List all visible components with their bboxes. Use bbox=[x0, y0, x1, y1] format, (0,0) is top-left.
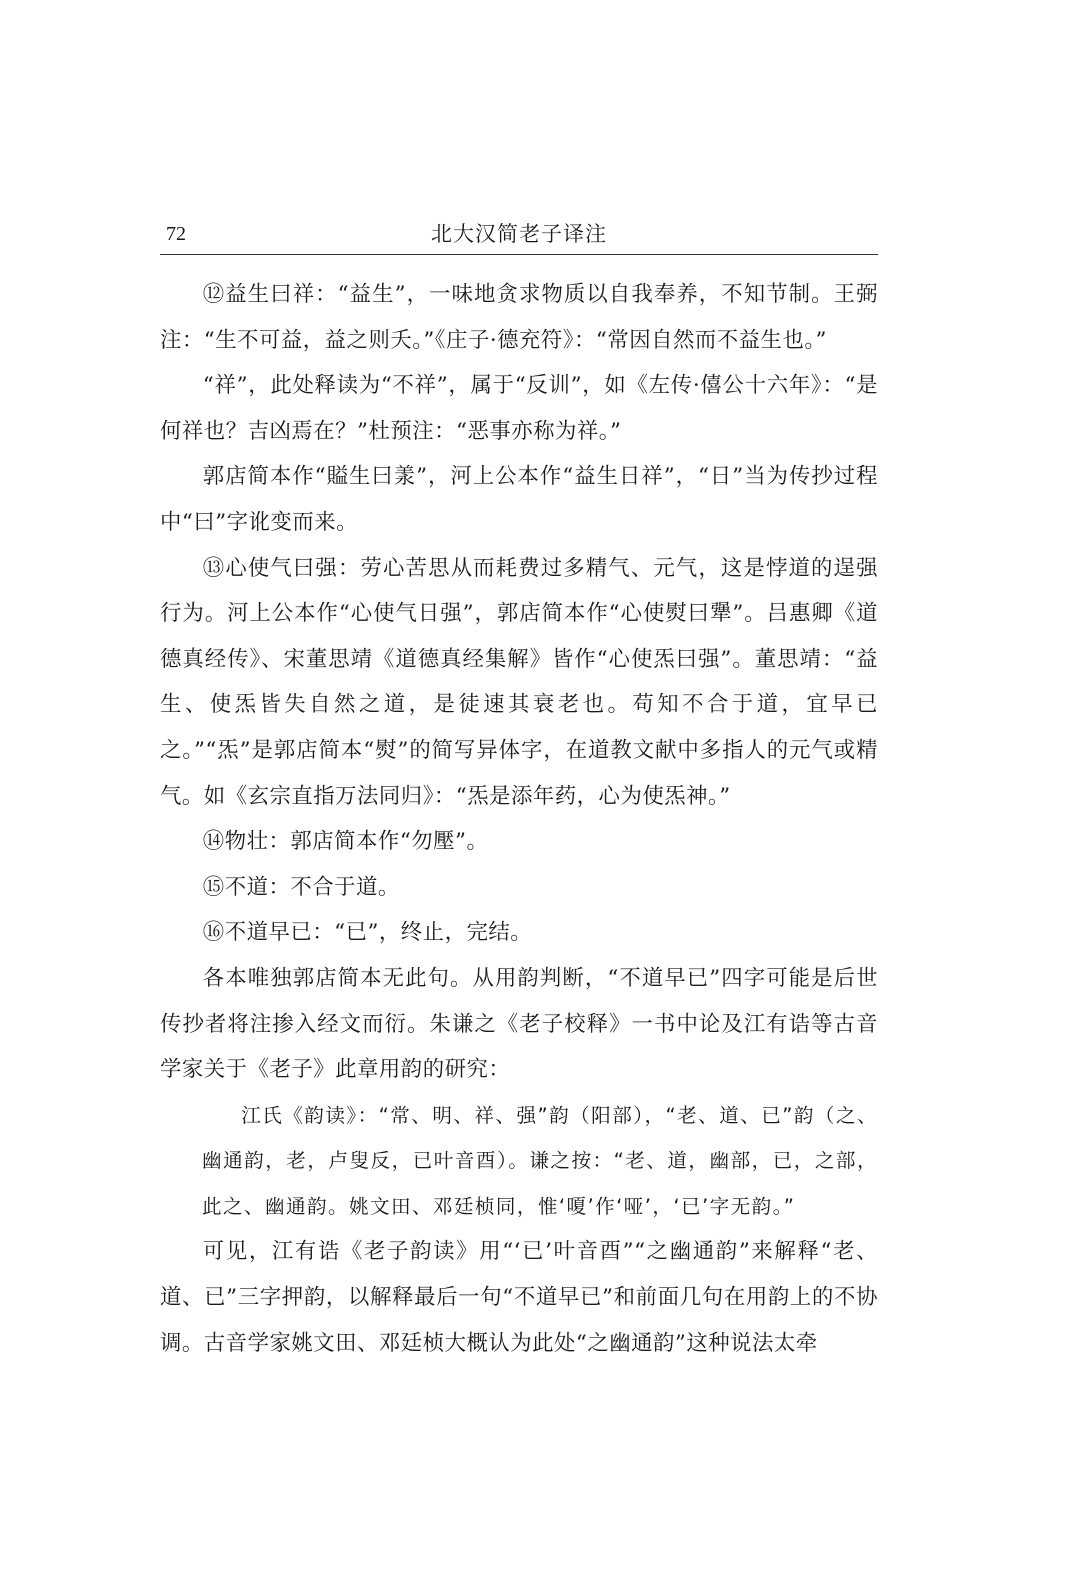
running-header bbox=[160, 220, 878, 255]
note-12-xiang-paragraph: “祥”，此处释读为“不祥”，属于“反训”，如《左传·僖公十六年》：“是何祥也？吉凶焉在？”杜预注：“恶事亦称为祥。” bbox=[160, 373, 878, 444]
running-title: 北大汉简老子译注 bbox=[431, 222, 607, 246]
note-15-paragraph: ⑮不道：不合于道。 bbox=[202, 874, 400, 900]
note-13-paragraph: ⑬心使气曰强：劳心苦思从而耗费过多精气、元气，这是悖道的逞强行为。河上公本作“心使气日强”，郭店简本作“心使熨曰犟”。吕惠卿《道德真经传》、宋董思靖《道德真经集解》皆作“心使炁曰强”。董思靖：“益生、使炁皆失自然之道，是徒速其衰老也。苟知不合于道，宜早已之。”“炁”是郭店简本“熨”的简写异体字，在道教文献中多指人的元气或精气。如《玄宗直指万法同归》：“炁是添年药，心为使炁神。” bbox=[160, 555, 878, 809]
closing-paragraph: 可见，江有诰《老子韵读》用“‘已’叶音酉”“之幽通韵”来解释“老、道、已”三字押韵，以解释最后一句“不道早已”和前面几句在用韵上的不协调。古音学家姚文田、邓廷桢大概认为此处“之幽通韵”这种说法太牵 bbox=[160, 1239, 878, 1356]
note-12-paragraph: ⑫益生曰祥：“益生”，一味地贪求物质以自我奉养，不知节制。王弼注：“生不可益，益之则夭。”《庄子·德充符》：“常因自然而不益生也。” bbox=[160, 282, 878, 353]
note-14-paragraph: ⑭物壮：郭店简本作“勿壓”。 bbox=[202, 829, 489, 855]
page-number: 72 bbox=[166, 223, 186, 245]
note-16-paragraph: ⑯不道早已：“已”，终止，完结。 bbox=[202, 920, 533, 946]
body-text bbox=[160, 272, 878, 1366]
block-quote: 江氏《韵读》：“常、明、祥、强”韵（阳部），“老、道、已”韵（之、幽通韵，老，卢叟反，已叶音酉）。谦之按：“老、道，幽部，已，之部，此之、幽通韵。姚文田、邓廷桢同，惟‘嗄’作‘哑’，‘已’字无韵。” bbox=[202, 1103, 878, 1218]
note-16-discussion-paragraph: 各本唯独郭店简本无此句。从用韵判断，“不道早已”四字可能是后世传抄者将注掺入经文而衍。朱谦之《老子校释》一书中论及江有诰等古音学家关于《老子》此章用韵的研究： bbox=[160, 965, 878, 1083]
note-12-guodian-paragraph: 郭店简本作“賹生曰羕”，河上公本作“益生日祥”，“日”当为传抄过程中“曰”字讹变而来。 bbox=[160, 464, 878, 535]
